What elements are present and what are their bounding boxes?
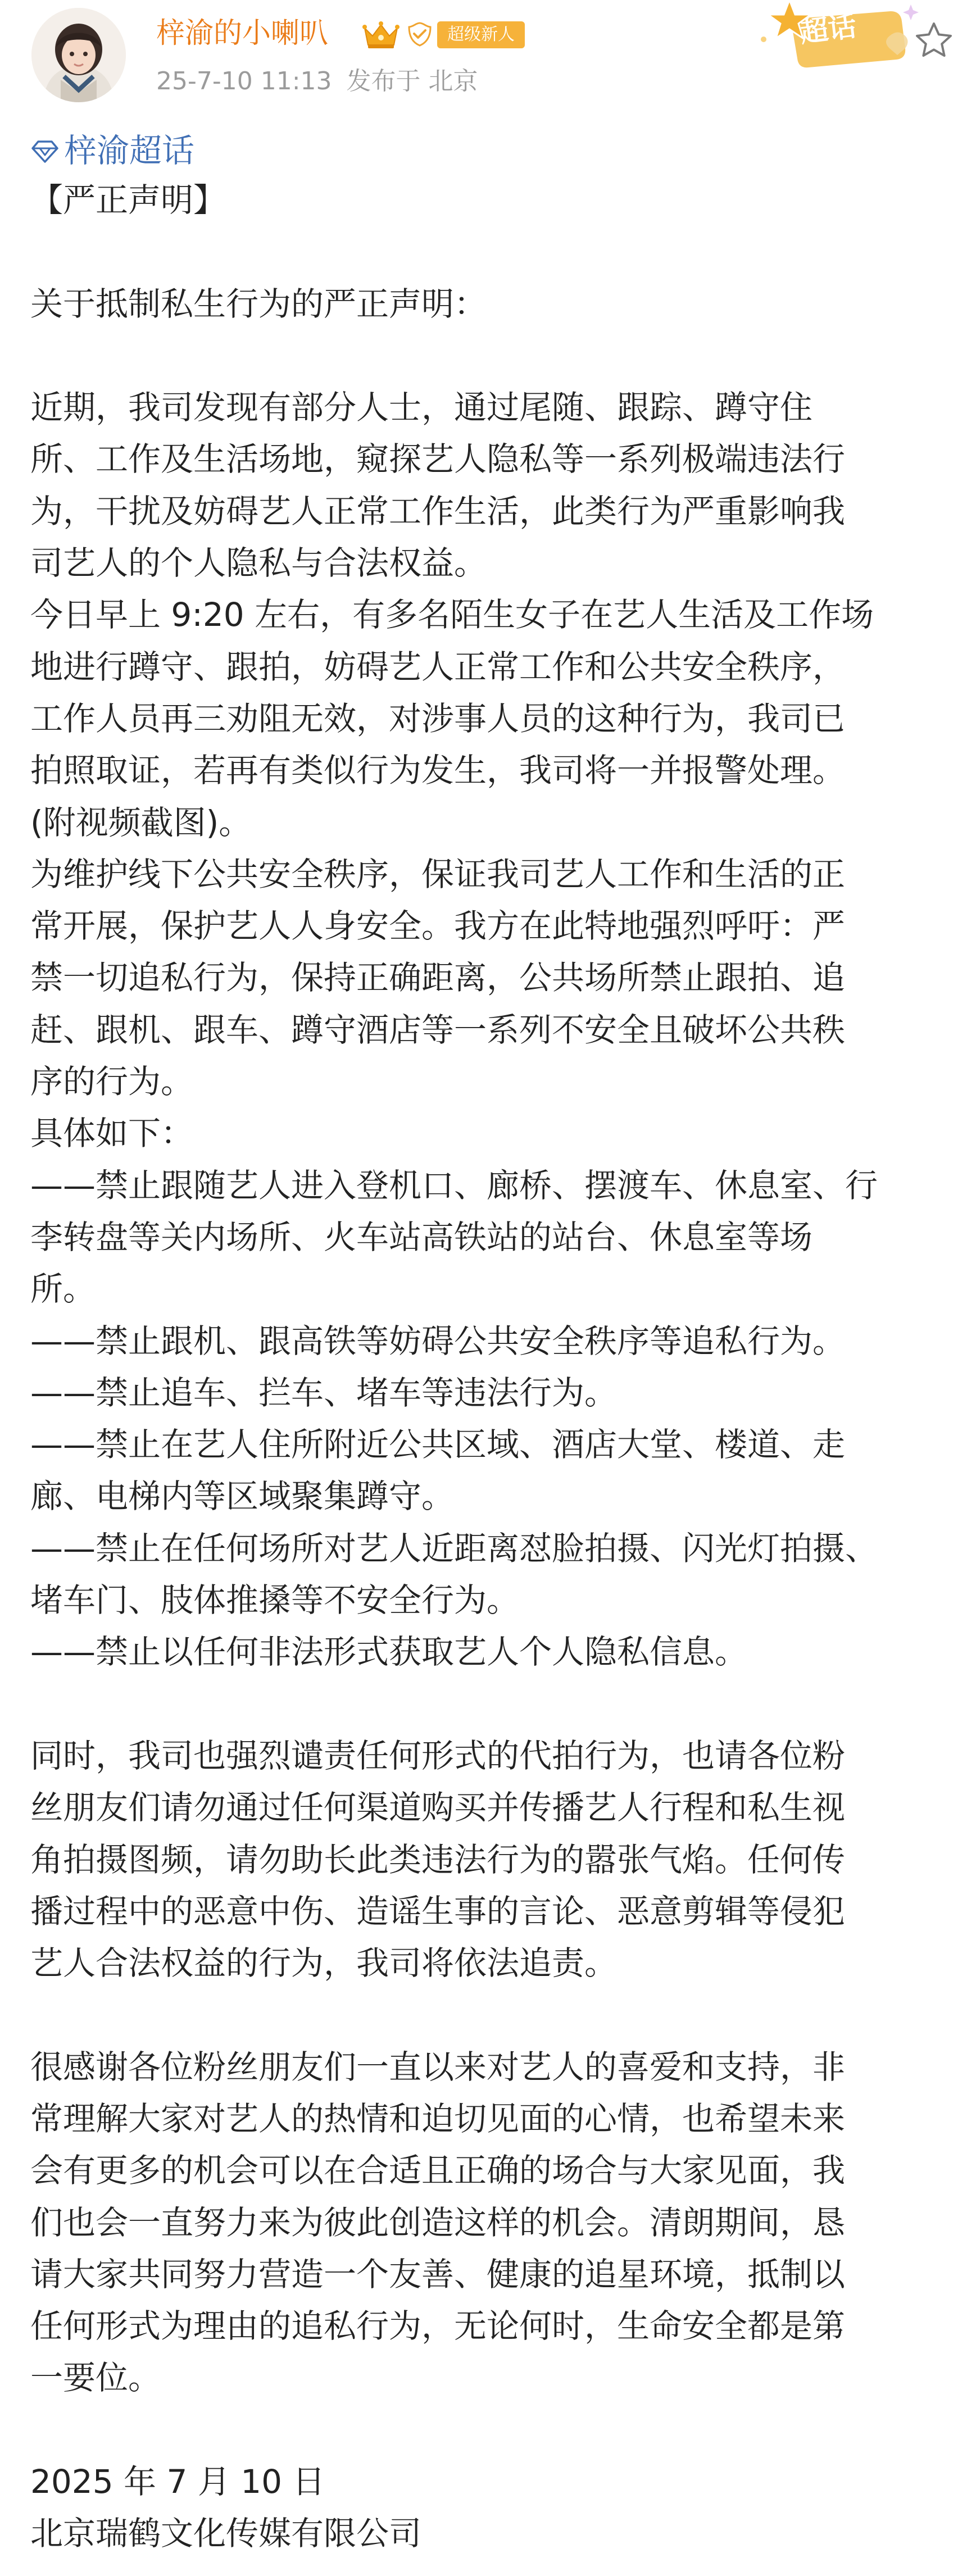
supertopic-link-label: 梓渝超话 [64,131,195,170]
post-line: 具体如下： [30,1114,194,1153]
post-meta [156,66,478,97]
post-line: ——禁止以任何非法形式获取艺人个人隐私信息。 [30,1633,748,1671]
post-line: 序的行为。 [30,1062,194,1101]
post-line: 丝朋友们请勿通过任何渠道购买并传播艺人行程和私生视 [30,1788,846,1827]
post-line: 任何形式为理由的追私行为，无论何时，生命安全都是第 [30,2307,846,2346]
post-line: 会有更多的机会可以在合适且正确的场合与大家见面，我 [30,2151,846,2190]
post-line: 赶、跟机、跟车、蹲守酒店等一系列不安全且破坏公共秩 [30,1010,846,1049]
username[interactable]: 梓渝的小喇叭 [156,17,329,50]
post-line: 为维护线下公共安全秩序，保证我司艺人工作和生活的正 [30,855,846,893]
avatar[interactable] [31,8,126,102]
post-line: 今日早上 9:20 左右，有多名陌生女子在艺人生活及工作场 [30,596,874,634]
post-title: 【严正声明】 [30,181,226,219]
post-line: ——禁止跟随艺人进入登机口、廊桥、摆渡车、休息室、行 [30,1166,878,1205]
supertopic-link[interactable] [30,130,194,171]
post-lines [30,381,952,2559]
post-line: 常开展，保护艺人人身安全。我方在此特地强烈呼吁：严 [30,907,846,946]
post-line: 拍照取证，若再有类似行为发生，我司将一并报警处理。 [30,751,846,790]
post-line: (附视频截图)。 [30,803,252,842]
super-member-icon [407,21,433,47]
post-line: 播过程中的恶意中伤、造谣生事的言论、恶意剪辑等侵犯 [30,1892,846,1930]
post-line: 常理解大家对艺人的热情和迫切见面的心情，也希望未来 [30,2099,846,2138]
supertopic-label[interactable]: 超话 [798,10,859,49]
post-line: 廊、电梯内等区域聚集蹲守。 [30,1477,455,1516]
post-line: 一要位。 [30,2359,161,2397]
post-line: 艺人合法权益的行为，我司将依法追责。 [30,1944,618,1983]
post-line: 为，干扰及妨碍艺人正常工作生活，此类行为严重影响我 [30,492,846,530]
status-badge: 超级新人 [437,21,525,48]
post-line: 地进行蹲守、跟拍，妨碍艺人正常工作和公共安全秩序， [30,647,846,686]
paragraph-spacer [30,1678,952,1730]
post-line: ——禁止在任何场所对艺人近距离怼脸拍摄、闪光灯拍摄、 [30,1529,878,1568]
post-header [0,0,976,112]
post-line: 禁一切追私行为，保持正确距离，公共场所禁止跟拍、追 [30,958,846,997]
post-line: 近期，我司发现有部分人士，通过尾随、跟踪、蹲守住 [30,388,813,427]
post-line: 2025 年 7 月 10 日 [30,2463,325,2501]
paragraph-spacer [30,330,952,381]
post-line: 工作人员再三劝阻无效，对涉事人员的这种行为，我司已 [30,699,846,738]
paragraph-spacer [30,226,952,278]
post-timestamp: 25-7-10 11:13 [156,67,332,96]
avatar-image [31,8,126,102]
post-subtitle: 关于抵制私生行为的严正声明： [30,284,487,323]
star-icon[interactable] [914,20,954,61]
post-line: 司艺人的个人隐私与合法权益。 [30,544,487,583]
diamond-topic-icon [30,136,60,165]
post-line: 很感谢各位粉丝朋友们一直以来对艺人的喜爱和支持，非 [30,2047,846,2086]
post-body [30,174,952,2560]
post-line: 同时，我司也强烈谴责任何形式的代拍行为，也请各位粉 [30,1736,846,1775]
post-line: ——禁止跟机、跟高铁等妨碍公共安全秩序等追私行为。 [30,1321,846,1360]
paragraph-spacer [30,1989,952,2041]
post-line: 所、工作及生活场地，窥探艺人隐私等一系列极端违法行 [30,440,846,479]
crown-icon [361,20,401,49]
post-line: ——禁止在艺人住所附近公共区域、酒店大堂、楼道、走 [30,1425,846,1464]
post-line: 李转盘等关内场所、火车站高铁站的站台、休息室等场 [30,1217,813,1256]
post-line: 角拍摄图频，请勿助长此类违法行为的嚣张气焰。任何传 [30,1840,846,1879]
post-line: 们也会一直努力来为彼此创造这样的机会。清朗期间，恳 [30,2203,846,2242]
post-line: 北京瑞鹤文化传媒有限公司 [30,2514,422,2553]
post-line: 堵车门、肢体推搡等不安全行为。 [30,1581,520,1620]
post-location: 发布于 北京 [346,67,478,96]
post-line: ——禁止追车、拦车、堵车等违法行为。 [30,1373,618,1412]
post-line: 所。 [30,1270,96,1309]
post-line: 请大家共同努力营造一个友善、健康的追星环境，抵制以 [30,2255,846,2293]
paragraph-spacer [30,2404,952,2456]
